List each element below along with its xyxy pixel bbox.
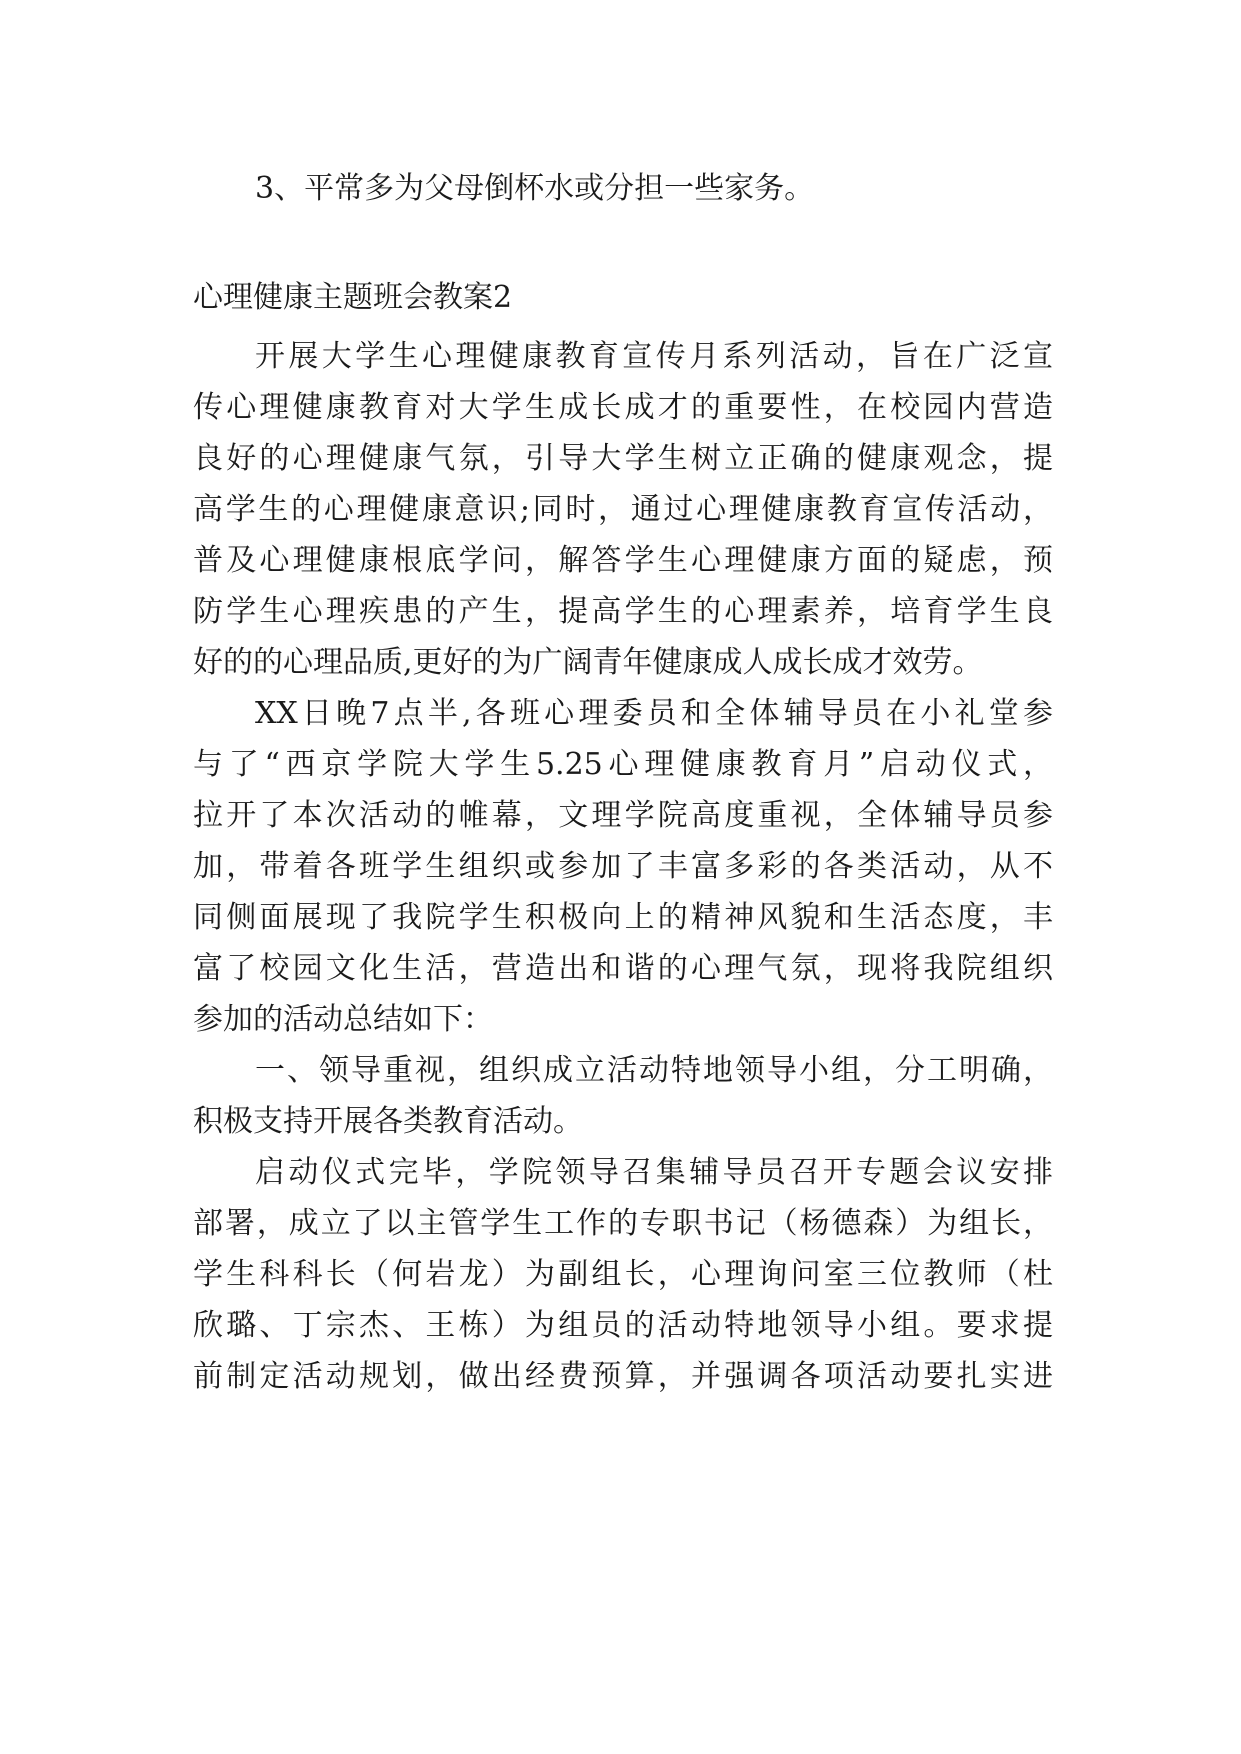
text-line: 部署，成立了以主管学生工作的专职书记（杨德森）为组长， <box>193 1206 1053 1241</box>
text-line: 拉开了本次活动的帷幕，文理学院高度重视，全体辅导员参 <box>193 798 1053 833</box>
text-line: XX日晚7点半,各班心理委员和全体辅导员在小礼堂参 <box>255 696 1053 731</box>
section-title: 心理健康主题班会教案2 <box>193 280 513 315</box>
text-line: 普及心理健康根底学问，解答学生心理健康方面的疑虑，预 <box>193 543 1053 578</box>
text-line: 同侧面展现了我院学生积极向上的精神风貌和生活态度，丰 <box>193 900 1053 935</box>
spacer <box>193 323 1053 331</box>
text-line: 开展大学生心理健康教育宣传月系列活动，旨在广泛宣 <box>255 339 1053 374</box>
text-line: 传心理健康教育对大学生成长成才的重要性，在校园内营造 <box>193 390 1053 425</box>
document-body <box>193 163 1053 1402</box>
text-line: 积极支持开展各类教育活动。 <box>193 1104 583 1139</box>
paragraph <box>193 688 1053 1045</box>
text-line: 加，带着各班学生组织或参加了丰富多彩的各类活动，从不 <box>193 849 1053 884</box>
text-line: 富了校园文化生活，营造出和谐的心理气氛，现将我院组织 <box>193 951 1053 986</box>
text-line: 好的的心理品质,更好的为广阔青年健康成人成长成才效劳。 <box>193 645 983 680</box>
text-line: 学生科科长（何岩龙）为副组长，心理询问室三位教师（杜 <box>193 1257 1053 1292</box>
paragraph <box>193 1045 1053 1147</box>
text-line: 与了“西京学院大学生5.25心理健康教育月”启动仪式， <box>193 747 1053 782</box>
text-line: 一、领导重视，组织成立活动特地领导小组，分工明确， <box>255 1053 1053 1088</box>
text-line: 前制定活动规划，做出经费预算，并强调各项活动要扎实进 <box>193 1359 1053 1394</box>
text-line: 良好的心理健康气氛，引导大学生树立正确的健康观念，提 <box>193 441 1053 476</box>
text-line: 防学生心理疾患的产生，提高学生的心理素养，培育学生良 <box>193 594 1053 629</box>
paragraph <box>193 331 1053 688</box>
list-item: 3、平常多为父母倒杯水或分担一些家务。 <box>255 171 815 206</box>
text-line: 高学生的心理健康意识;同时，通过心理健康教育宣传活动， <box>193 492 1053 527</box>
text-line: 启动仪式完毕，学院领导召集辅导员召开专题会议安排 <box>255 1155 1053 1190</box>
text-line: 参加的活动总结如下： <box>193 1002 493 1037</box>
paragraph <box>193 1147 1053 1402</box>
text-line: 欣璐、丁宗杰、王栋）为组员的活动特地领导小组。要求提 <box>193 1308 1053 1343</box>
spacer <box>193 214 1053 272</box>
